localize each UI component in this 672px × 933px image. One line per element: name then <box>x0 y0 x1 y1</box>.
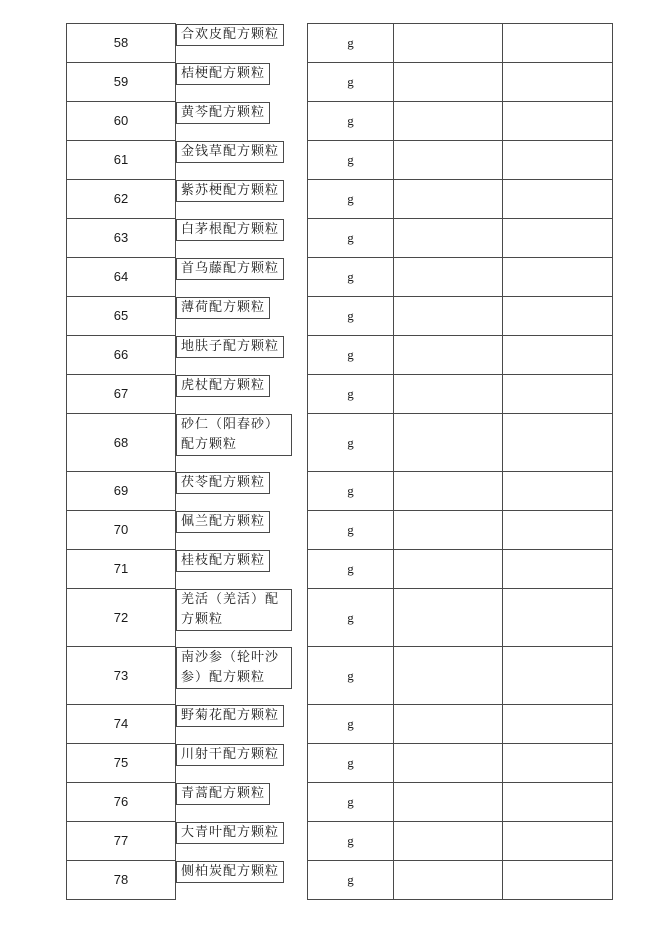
empty-cell-5 <box>503 744 613 783</box>
table-row <box>67 472 613 511</box>
product-name-text: 地肤子配方颗粒 <box>181 338 280 354</box>
product-name-text: 茯苓配方颗粒 <box>181 474 266 490</box>
empty-cell-4 <box>394 297 503 336</box>
product-name <box>176 258 284 280</box>
empty-cell-5 <box>503 511 613 550</box>
row-number: 67 <box>67 375 176 414</box>
product-name-text: 砂仁（阳春砂）配方颗粒 <box>181 416 280 452</box>
table-row <box>67 744 613 783</box>
unit-cell: g <box>308 24 394 63</box>
row-number: 59 <box>67 63 176 102</box>
row-number: 66 <box>67 336 176 375</box>
product-name <box>176 63 270 85</box>
empty-cell-4 <box>394 258 503 297</box>
product-name <box>176 744 284 766</box>
product-name-text: 白茅根配方颗粒 <box>181 221 280 237</box>
product-name-text: 佩兰配方颗粒 <box>181 513 266 529</box>
table-row <box>67 24 613 63</box>
empty-cell-5 <box>503 472 613 511</box>
unit-cell: g <box>308 822 394 861</box>
table-row <box>67 705 613 744</box>
row-number: 62 <box>67 180 176 219</box>
row-number: 64 <box>67 258 176 297</box>
empty-cell-4 <box>394 705 503 744</box>
product-name <box>176 219 284 241</box>
table-row <box>67 511 613 550</box>
table-row <box>67 822 613 861</box>
product-name <box>176 297 270 319</box>
product-name <box>176 24 284 46</box>
table-body <box>67 24 613 900</box>
product-name-text: 大青叶配方颗粒 <box>181 824 280 840</box>
empty-cell-4 <box>394 375 503 414</box>
row-number: 70 <box>67 511 176 550</box>
table-row <box>67 589 613 647</box>
product-name <box>176 414 292 456</box>
unit-cell: g <box>308 258 394 297</box>
table-row <box>67 102 613 141</box>
product-name <box>176 705 284 727</box>
empty-cell-5 <box>503 550 613 589</box>
empty-cell-5 <box>503 336 613 375</box>
row-number: 65 <box>67 297 176 336</box>
product-name-text: 首乌藤配方颗粒 <box>181 260 280 276</box>
row-number: 72 <box>67 589 176 647</box>
product-name-text: 羌活（羌活）配方颗粒 <box>181 591 280 627</box>
empty-cell-4 <box>394 24 503 63</box>
empty-cell-4 <box>394 141 503 180</box>
empty-cell-5 <box>503 63 613 102</box>
table-row <box>67 180 613 219</box>
unit-cell: g <box>308 63 394 102</box>
product-name <box>176 647 292 689</box>
row-number: 73 <box>67 647 176 705</box>
product-name <box>176 102 270 124</box>
product-name <box>176 141 284 163</box>
row-number: 77 <box>67 822 176 861</box>
empty-cell-5 <box>503 647 613 705</box>
empty-cell-5 <box>503 180 613 219</box>
empty-cell-4 <box>394 861 503 900</box>
product-name-text: 川射干配方颗粒 <box>181 746 280 762</box>
empty-cell-4 <box>394 511 503 550</box>
row-number: 74 <box>67 705 176 744</box>
table-row <box>67 375 613 414</box>
product-name-text: 侧柏炭配方颗粒 <box>181 863 280 879</box>
product-name-text: 南沙参（轮叶沙参）配方颗粒 <box>181 649 280 685</box>
unit-cell: g <box>308 647 394 705</box>
empty-cell-5 <box>503 258 613 297</box>
table-row <box>67 141 613 180</box>
unit-cell: g <box>308 783 394 822</box>
empty-cell-4 <box>394 414 503 472</box>
table-row <box>67 297 613 336</box>
unit-cell: g <box>308 589 394 647</box>
empty-cell-5 <box>503 414 613 472</box>
unit-cell: g <box>308 414 394 472</box>
row-number: 78 <box>67 861 176 900</box>
unit-cell: g <box>308 550 394 589</box>
unit-cell: g <box>308 375 394 414</box>
unit-cell: g <box>308 297 394 336</box>
unit-cell: g <box>308 102 394 141</box>
row-number: 60 <box>67 102 176 141</box>
table-row <box>67 861 613 900</box>
empty-cell-4 <box>394 63 503 102</box>
product-name-text: 金钱草配方颗粒 <box>181 143 280 159</box>
empty-cell-4 <box>394 336 503 375</box>
empty-cell-4 <box>394 744 503 783</box>
unit-cell: g <box>308 705 394 744</box>
empty-cell-5 <box>503 822 613 861</box>
empty-cell-4 <box>394 102 503 141</box>
unit-cell: g <box>308 141 394 180</box>
product-name-text: 桂枝配方颗粒 <box>181 552 266 568</box>
product-name <box>176 822 284 844</box>
empty-cell-5 <box>503 24 613 63</box>
empty-cell-5 <box>503 297 613 336</box>
empty-cell-5 <box>503 141 613 180</box>
row-number: 71 <box>67 550 176 589</box>
product-name <box>176 783 270 805</box>
product-name-text: 紫苏梗配方颗粒 <box>181 182 280 198</box>
granule-table <box>66 23 613 900</box>
product-name <box>176 472 270 494</box>
row-number: 68 <box>67 414 176 472</box>
empty-cell-4 <box>394 472 503 511</box>
unit-cell: g <box>308 180 394 219</box>
product-name-text: 薄荷配方颗粒 <box>181 299 266 315</box>
product-name-text: 黄芩配方颗粒 <box>181 104 266 120</box>
table-row <box>67 219 613 258</box>
empty-cell-5 <box>503 589 613 647</box>
empty-cell-5 <box>503 219 613 258</box>
product-name <box>176 180 284 202</box>
product-name <box>176 375 270 397</box>
product-name-text: 野菊花配方颗粒 <box>181 707 280 723</box>
table-row <box>67 783 613 822</box>
unit-cell: g <box>308 219 394 258</box>
table-row <box>67 258 613 297</box>
empty-cell-4 <box>394 783 503 822</box>
table-row <box>67 550 613 589</box>
unit-cell: g <box>308 744 394 783</box>
unit-cell: g <box>308 336 394 375</box>
empty-cell-4 <box>394 589 503 647</box>
product-name-text: 桔梗配方颗粒 <box>181 65 266 81</box>
row-number: 76 <box>67 783 176 822</box>
empty-cell-5 <box>503 783 613 822</box>
empty-cell-4 <box>394 647 503 705</box>
product-name-text: 青蒿配方颗粒 <box>181 785 266 801</box>
empty-cell-5 <box>503 375 613 414</box>
product-name <box>176 589 292 631</box>
row-number: 61 <box>67 141 176 180</box>
product-name <box>176 336 284 358</box>
row-number: 69 <box>67 472 176 511</box>
table-row <box>67 647 613 705</box>
empty-cell-4 <box>394 822 503 861</box>
table-row <box>67 336 613 375</box>
product-name-text: 虎杖配方颗粒 <box>181 377 266 393</box>
table-row <box>67 414 613 472</box>
table-row <box>67 63 613 102</box>
row-number: 63 <box>67 219 176 258</box>
product-name-text: 合欢皮配方颗粒 <box>181 26 280 42</box>
row-number: 75 <box>67 744 176 783</box>
product-name <box>176 550 270 572</box>
unit-cell: g <box>308 511 394 550</box>
empty-cell-5 <box>503 705 613 744</box>
empty-cell-4 <box>394 550 503 589</box>
empty-cell-5 <box>503 861 613 900</box>
row-number: 58 <box>67 24 176 63</box>
product-name <box>176 511 270 533</box>
unit-cell: g <box>308 861 394 900</box>
product-name <box>176 861 284 883</box>
unit-cell: g <box>308 472 394 511</box>
empty-cell-4 <box>394 219 503 258</box>
empty-cell-4 <box>394 180 503 219</box>
empty-cell-5 <box>503 102 613 141</box>
